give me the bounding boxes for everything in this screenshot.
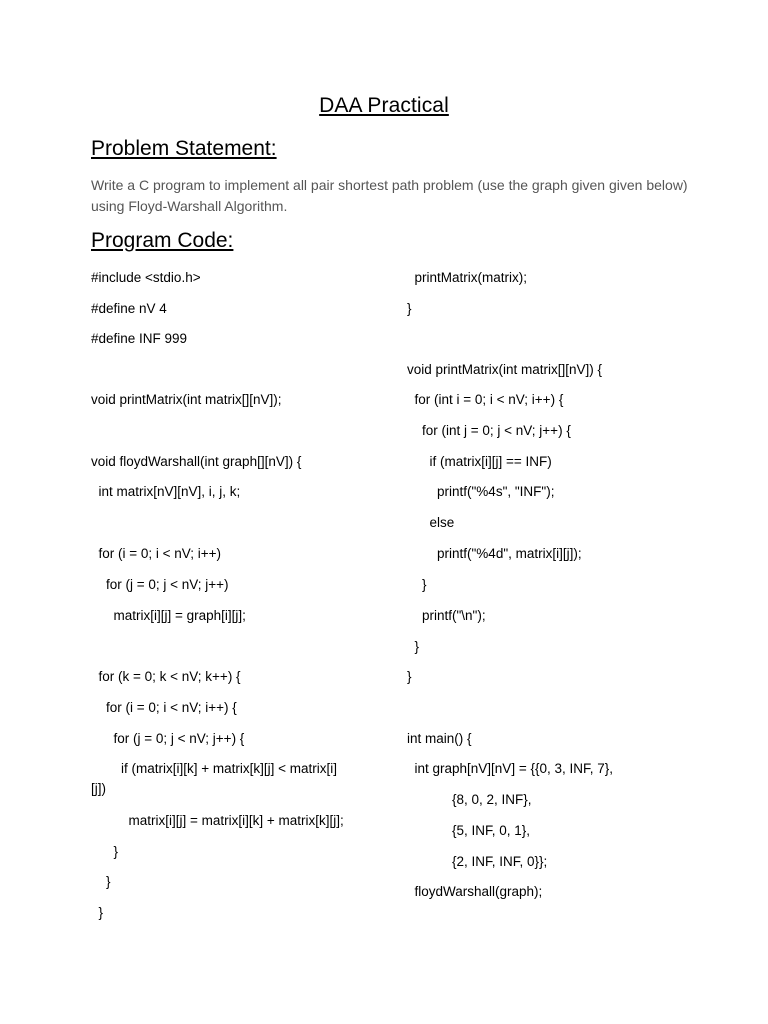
code-line: {5, INF, 0, 1}, <box>407 823 531 838</box>
code-line: for (j = 0; j < nV; j++) <box>91 577 229 592</box>
code-line: } <box>91 874 111 889</box>
code-line: matrix[i][j] = matrix[i][k] + matrix[k][j]; <box>91 813 344 828</box>
program-code-heading: Program Code: <box>91 229 234 252</box>
code-line: printf("%4d", matrix[i][j]); <box>407 546 582 561</box>
code-line: for (i = 0; i < nV; i++) { <box>91 700 237 715</box>
code-line: matrix[i][j] = graph[i][j]; <box>91 608 246 623</box>
code-line: for (k = 0; k < nV; k++) { <box>91 669 241 684</box>
code-line: printf("\n"); <box>407 608 486 623</box>
code-line: } <box>407 577 427 592</box>
code-line: #define nV 4 <box>91 301 167 316</box>
code-line: if (matrix[i][j] == INF) <box>407 454 552 469</box>
code-line: } <box>91 905 104 920</box>
code-line: #include <stdio.h> <box>91 270 201 285</box>
code-line: {2, INF, INF, 0}}; <box>407 854 548 869</box>
code-line: printMatrix(matrix); <box>407 270 528 285</box>
code-line: for (j = 0; j < nV; j++) { <box>91 731 245 746</box>
code-line: {8, 0, 2, INF}, <box>407 792 532 807</box>
code-line: for (int i = 0; i < nV; i++) { <box>407 392 564 407</box>
code-line: floydWarshall(graph); <box>407 884 543 899</box>
code-line: int matrix[nV][nV], i, j, k; <box>91 484 241 499</box>
code-line: int main() { <box>407 731 472 746</box>
code-line: void printMatrix(int matrix[][nV]) { <box>407 362 603 377</box>
problem-statement-heading: Problem Statement: <box>91 137 277 160</box>
code-line: void floydWarshall(int graph[][nV]) { <box>91 454 302 469</box>
problem-statement-text: Write a C program to implement all pair shortest path problem (use the graph given given below) using Floyd-Warshall Algorithm. <box>91 177 688 214</box>
document-title: DAA Practical <box>319 94 449 117</box>
code-line: #define INF 999 <box>91 331 188 346</box>
code-line: void printMatrix(int matrix[][nV]); <box>91 392 282 407</box>
code-line: for (int j = 0; j < nV; j++) { <box>407 423 571 438</box>
code-line: } <box>407 639 420 654</box>
code-line: } <box>407 301 412 316</box>
code-line: else <box>407 515 455 530</box>
code-line: [j]) <box>91 781 106 796</box>
code-line: if (matrix[i][k] + matrix[k][j] < matrix[i] <box>91 761 338 776</box>
code-line: for (i = 0; i < nV; i++) <box>91 546 222 561</box>
code-line: } <box>407 669 412 684</box>
code-line: printf("%4s", "INF"); <box>407 484 555 499</box>
code-line: } <box>91 844 119 859</box>
code-line: int graph[nV][nV] = {{0, 3, INF, 7}, <box>407 761 614 776</box>
